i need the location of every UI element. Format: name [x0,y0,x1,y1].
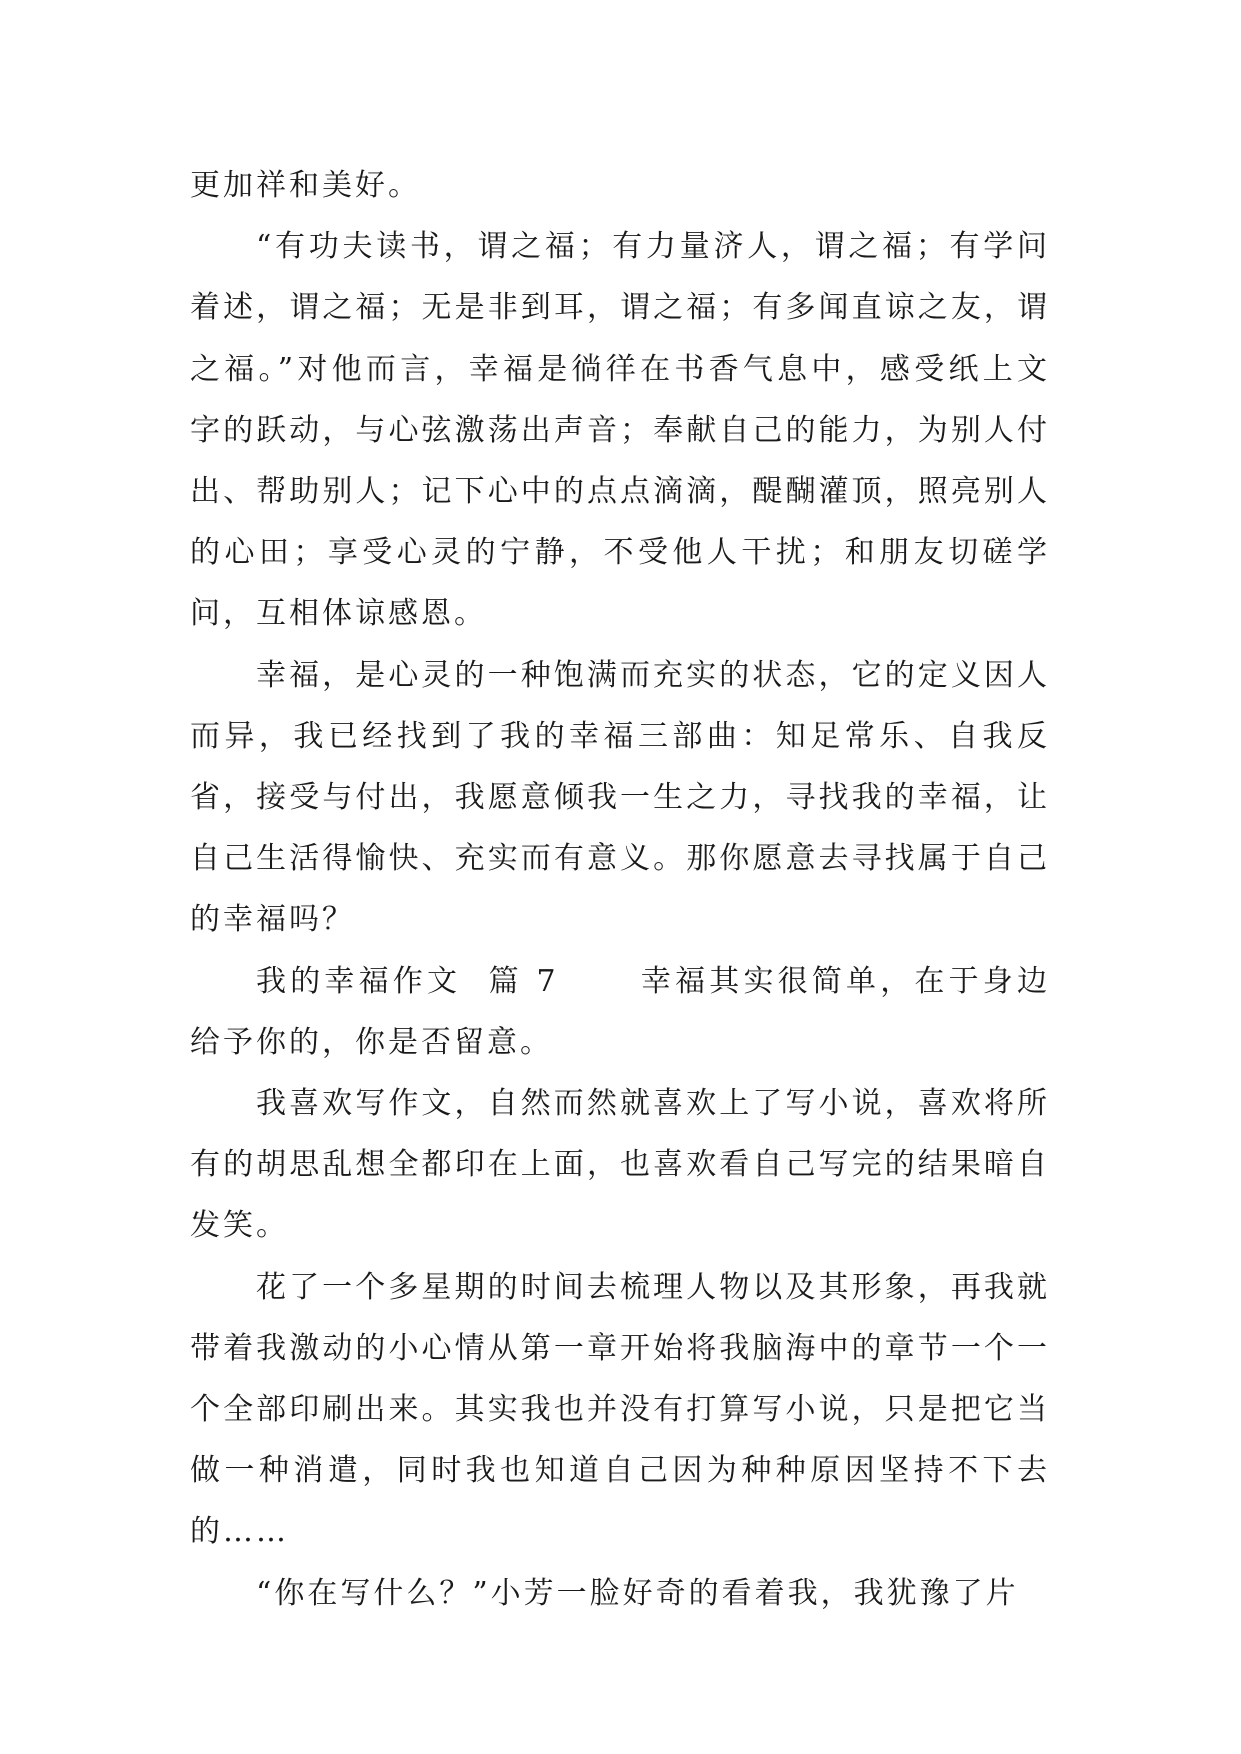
body-text [190,155,1050,1624]
paragraph: 更加祥和美好。 [190,168,421,203]
paragraph: 我喜欢写作文，自然而然就喜欢上了写小说，喜欢将所有的胡思乱想全都印在上面，也喜欢看自己写完的结果暗自发笑。 [190,1086,1050,1244]
paragraph: 花了一个多星期的时间去梳理人物以及其形象，再我就带着我激动的小心情从第一章开始将我脑海中的章节一个一个全部印刷出来。其实我也并没有打算写小说，只是把它当做一种消遣，同时我也知道自己因为种种原因坚持不下去的…… [190,1269,1050,1550]
paragraph: 幸福，是心灵的一种饱满而充实的状态，它的定义因人而异，我已经找到了我的幸福三部曲：知足常乐、自我反省，接受与付出，我愿意倾我一生之力，寻找我的幸福，让自己生活得愉快、充实而有意义。那你愿意去寻找属于自己的幸福吗？ [190,657,1050,938]
paragraph: “有功夫读书，谓之福；有力量济人，谓之福；有学问着述，谓之福；无是非到耳，谓之福；有多闻直谅之友，谓之福。”对他而言，幸福是徜徉在书香气息中，感受纸上文字的跃动，与心弦激荡出声音；奉献自己的能力，为别人付出、帮助别人；记下心中的点点滴滴，醍醐灌顶，照亮别人的心田；享受心灵的宁静，不受他人干扰；和朋友切磋学问，互相体谅感恩。 [190,229,1050,632]
paragraph: 我的幸福作文 篇 7 幸福其实很简单，在于身边给予你的，你是否留意。 [190,963,1050,1060]
paragraph: “你在写什么？”小芳一脸好奇的看着我，我犹豫了片 [256,1575,1019,1611]
